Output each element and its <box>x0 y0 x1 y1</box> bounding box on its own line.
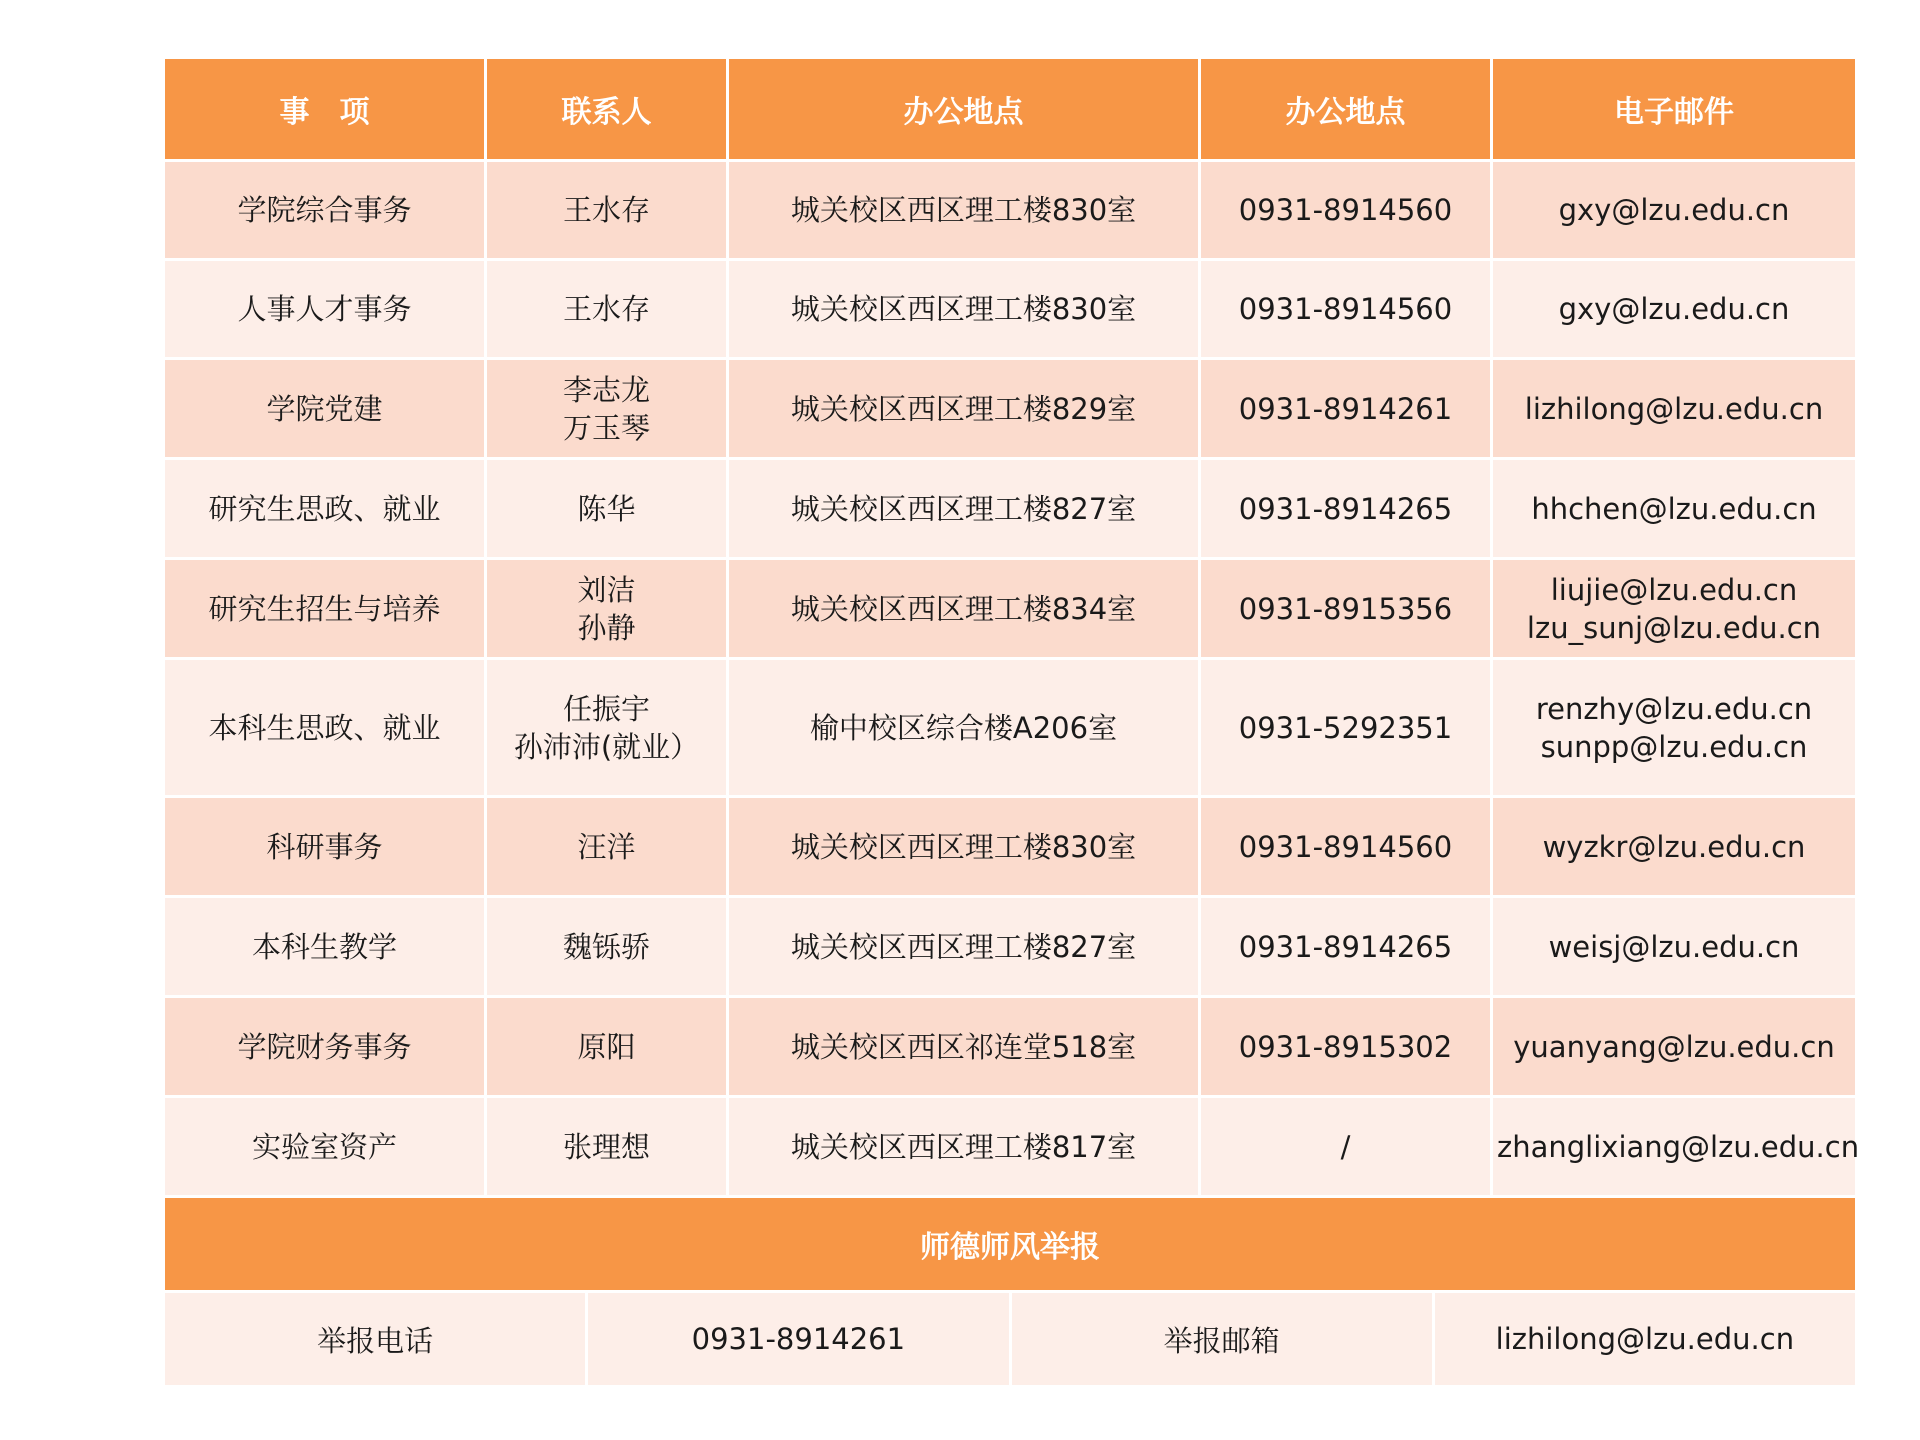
cell-contact <box>487 1098 726 1195</box>
table-row <box>165 898 1855 995</box>
contact-text: 孙沛沛(就业） <box>513 729 700 764</box>
phone-text: 0931-8914265 <box>1238 491 1453 526</box>
cell-phone <box>1201 261 1490 357</box>
email-text: hhchen@lzu.edu.cn <box>1531 491 1817 526</box>
table-row <box>165 1098 1855 1195</box>
email-text: weisj@lzu.edu.cn <box>1548 929 1800 964</box>
phone-text: 0931-8914560 <box>1238 829 1453 864</box>
matter-text: 学院财务事务 <box>237 1029 412 1064</box>
cell-location <box>729 261 1198 357</box>
cell-email <box>1493 162 1855 258</box>
table-header-row <box>165 59 1855 159</box>
contact-text: 孙静 <box>577 610 636 645</box>
cell-location <box>729 798 1198 895</box>
cell-phone <box>1201 898 1490 995</box>
cell-email <box>1493 1098 1860 1195</box>
phone-text: 0931-8915302 <box>1238 1029 1453 1064</box>
location-text: 城关校区西区理工楼830室 <box>790 292 1137 326</box>
cell-location <box>729 660 1198 795</box>
header-matter: 事 项 <box>165 59 484 159</box>
phone-text: 0931-8914560 <box>1238 193 1453 227</box>
cell-matter <box>165 898 484 995</box>
report-email-label: 举报邮箱 <box>1012 1293 1432 1385</box>
email-text: gxy@lzu.edu.cn <box>1558 193 1790 227</box>
cell-location <box>729 460 1198 557</box>
location-text: 城关校区西区理工楼827室 <box>790 929 1137 964</box>
cell-contact <box>487 798 726 895</box>
report-header-row <box>165 1198 1855 1290</box>
matter-text: 研究生思政、就业 <box>208 491 441 526</box>
report-row <box>165 1293 1855 1385</box>
contact-text: 张理想 <box>562 1129 650 1164</box>
table-row <box>165 360 1855 457</box>
cell-email <box>1493 360 1855 457</box>
cell-phone <box>1201 998 1490 1095</box>
phone-text: / <box>1340 1129 1351 1164</box>
cell-location <box>729 898 1198 995</box>
location-text: 榆中校区综合楼A206室 <box>809 710 1118 745</box>
cell-phone <box>1201 560 1490 657</box>
header-phone: 办公地点 <box>1201 59 1490 159</box>
cell-contact <box>487 998 726 1095</box>
cell-email <box>1493 560 1855 657</box>
header-contact: 联系人 <box>487 59 726 159</box>
cell-phone <box>1201 360 1490 457</box>
contact-text: 汪洋 <box>577 829 636 864</box>
matter-text: 实验室资产 <box>251 1129 397 1164</box>
cell-phone <box>1201 162 1490 258</box>
cell-phone <box>1201 660 1490 795</box>
contact-text: 李志龙 <box>562 372 650 407</box>
email-text: yuanyang@lzu.edu.cn <box>1513 1029 1835 1064</box>
cell-location <box>729 998 1198 1095</box>
cell-phone <box>1201 460 1490 557</box>
email-text: liujie@lzu.edu.cn <box>1550 572 1798 607</box>
report-phone: 0931-8914261 <box>588 1293 1008 1385</box>
matter-text: 人事人才事务 <box>237 292 412 326</box>
table-row <box>165 998 1855 1095</box>
cell-matter <box>165 162 484 258</box>
report-email: lizhilong@lzu.edu.cn <box>1435 1293 1855 1385</box>
cell-matter <box>165 1098 484 1195</box>
email-text: lzu_sunj@lzu.edu.cn <box>1526 610 1822 645</box>
cell-phone <box>1201 798 1490 895</box>
cell-contact <box>487 162 726 258</box>
email-text: zhanglixiang@lzu.edu.cn <box>1497 1129 1860 1164</box>
location-text: 城关校区西区理工楼827室 <box>790 491 1137 526</box>
cell-contact <box>487 460 726 557</box>
cell-email <box>1493 898 1855 995</box>
location-text: 城关校区西区理工楼830室 <box>790 193 1137 227</box>
table-row <box>165 162 1855 258</box>
matter-text: 本科生思政、就业 <box>208 710 441 745</box>
cell-phone <box>1201 1098 1490 1195</box>
report-phone-label: 举报电话 <box>165 1293 585 1385</box>
matter-text: 本科生教学 <box>251 929 397 964</box>
email-text: lizhilong@lzu.edu.cn <box>1524 391 1824 426</box>
contact-text: 王水存 <box>562 292 650 326</box>
matter-text: 科研事务 <box>266 829 383 864</box>
contact-text: 原阳 <box>577 1029 636 1064</box>
header-location: 办公地点 <box>729 59 1198 159</box>
cell-contact <box>487 360 726 457</box>
cell-matter <box>165 798 484 895</box>
email-text: sunpp@lzu.edu.cn <box>1540 729 1808 764</box>
cell-email <box>1493 798 1855 895</box>
table-row <box>165 261 1855 357</box>
location-text: 城关校区西区祁连堂518室 <box>790 1029 1137 1064</box>
cell-location <box>729 1098 1198 1195</box>
cell-email <box>1493 460 1855 557</box>
contacts-table <box>162 56 1858 1198</box>
contact-sheet <box>162 56 1858 1388</box>
contact-text: 万玉琴 <box>562 410 650 445</box>
cell-matter <box>165 560 484 657</box>
cell-email <box>1493 998 1855 1095</box>
phone-text: 0931-8914265 <box>1238 929 1453 964</box>
email-text: renzhy@lzu.edu.cn <box>1535 691 1813 726</box>
table-row <box>165 798 1855 895</box>
contact-text: 王水存 <box>562 193 650 227</box>
table-row <box>165 460 1855 557</box>
table-row <box>165 560 1855 657</box>
cell-matter <box>165 261 484 357</box>
contact-text: 刘洁 <box>577 572 636 607</box>
cell-location <box>729 360 1198 457</box>
phone-text: 0931-8915356 <box>1238 591 1453 626</box>
cell-location <box>729 560 1198 657</box>
cell-contact <box>487 660 726 795</box>
location-text: 城关校区西区理工楼830室 <box>790 829 1137 864</box>
matter-text: 学院综合事务 <box>237 193 412 227</box>
table-row <box>165 660 1855 795</box>
email-text: wyzkr@lzu.edu.cn <box>1542 829 1806 864</box>
phone-text: 0931-5292351 <box>1238 710 1453 745</box>
location-text: 城关校区西区理工楼817室 <box>790 1129 1137 1164</box>
report-table <box>162 1195 1858 1388</box>
cell-email <box>1493 261 1855 357</box>
phone-text: 0931-8914261 <box>1238 391 1453 426</box>
email-text: gxy@lzu.edu.cn <box>1558 292 1790 326</box>
cell-contact <box>487 898 726 995</box>
contact-text: 陈华 <box>577 491 636 526</box>
matter-text: 研究生招生与培养 <box>208 591 441 626</box>
cell-matter <box>165 360 484 457</box>
matter-text: 学院党建 <box>266 391 383 426</box>
report-title: 师德师风举报 <box>165 1198 1855 1290</box>
cell-location <box>729 162 1198 258</box>
contact-text: 魏铄骄 <box>562 929 650 964</box>
contacts-table-body <box>165 162 1860 1195</box>
contact-text: 任振宇 <box>562 691 650 726</box>
location-text: 城关校区西区理工楼834室 <box>790 591 1137 626</box>
phone-text: 0931-8914560 <box>1238 292 1453 326</box>
header-email: 电子邮件 <box>1493 59 1855 159</box>
cell-matter <box>165 460 484 557</box>
cell-email <box>1493 660 1855 795</box>
cell-contact <box>487 261 726 357</box>
location-text: 城关校区西区理工楼829室 <box>790 391 1137 426</box>
cell-contact <box>487 560 726 657</box>
cell-matter <box>165 660 484 795</box>
cell-matter <box>165 998 484 1095</box>
